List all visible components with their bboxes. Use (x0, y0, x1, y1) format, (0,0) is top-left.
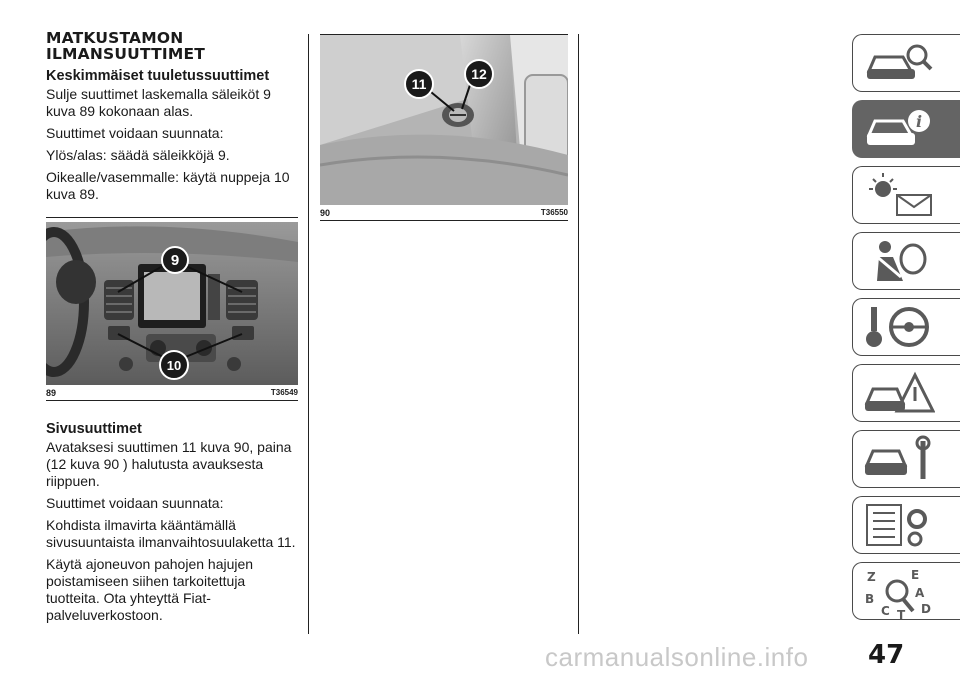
tab-maintenance[interactable] (852, 430, 960, 488)
watermark: carmanualsonline.info (545, 642, 809, 672)
tab-car-info[interactable] (852, 100, 960, 158)
figure-number: 89 (46, 388, 57, 398)
column-divider (308, 34, 309, 634)
paragraph: Avataksesi suuttimen 11 kuva 90, paina (12 kuva 90 ) halutusta avauksesta riippuen. (46, 439, 292, 489)
seatbelt-airbag-icon (863, 237, 935, 285)
svg-text:D: D (921, 602, 931, 616)
figure-code: T36549 (270, 388, 298, 397)
left-column (46, 30, 298, 629)
figure-90-caption (320, 208, 568, 218)
car-info-icon (863, 105, 935, 153)
warning-light-message-icon (863, 171, 935, 219)
section-title: MATKUSTAMON ILMANSUUTTIMET (46, 29, 206, 63)
tab-starting-driving[interactable] (852, 298, 960, 356)
callout-12: 12 (464, 59, 494, 89)
side-vents-heading: Sivusuuttimet (46, 421, 142, 437)
paragraph: Käytä ajoneuvon pahojen hajujen poistamiseen siihen tarkoitettuja tuotteita. Ota yhteyttä Fiat-palveluverkostoon. (46, 556, 254, 623)
paragraph: Kohdista ilmavirta kääntämällä sivusuuntaista ilmanvaihtosuulaketta 11. (46, 517, 296, 550)
side-vent-photo (320, 35, 568, 205)
tab-technical-data[interactable] (852, 496, 960, 554)
figure-90 (320, 34, 568, 221)
tab-index[interactable] (852, 562, 960, 620)
paragraph: Sulje suuttimet laskemalla säleiköt 9 kuva 89 kokonaan alas. (46, 86, 271, 119)
figure-89-caption (46, 388, 298, 398)
side-vent-illustration (320, 35, 568, 205)
tab-car-search[interactable] (852, 34, 960, 92)
specifications-gear-icon (863, 501, 935, 549)
svg-text:B: B (865, 592, 875, 606)
paragraph: Ylös/alas: säädä säleikköjä 9. (46, 147, 230, 163)
callout-9: 9 (161, 246, 189, 274)
alphabetical-index-search-icon (863, 567, 935, 619)
svg-text:E: E (911, 568, 920, 582)
tab-warning-lights[interactable] (852, 166, 960, 224)
page-number: 47 (868, 640, 905, 670)
car-search-icon (863, 39, 935, 87)
svg-text:i: i (915, 112, 923, 131)
column-divider (578, 34, 579, 634)
svg-text:A: A (915, 586, 925, 600)
car-accident-warning-icon (863, 369, 935, 417)
callout-11: 11 (404, 69, 434, 99)
car-maintenance-wrench-icon (863, 435, 935, 483)
tab-safety[interactable] (852, 232, 960, 290)
figure-code: T36550 (540, 208, 568, 217)
callout-10: 10 (159, 350, 189, 380)
svg-text:T: T (897, 608, 906, 619)
svg-text:C: C (881, 604, 890, 618)
paragraph: Suuttimet voidaan suunnata: (46, 125, 224, 141)
dashboard-photo (46, 222, 298, 385)
svg-text:Z: Z (867, 570, 876, 584)
paragraph: Suuttimet voidaan suunnata: (46, 495, 224, 511)
central-vents-heading: Keskimmäiset tuuletussuuttimet (46, 68, 270, 84)
key-steering-wheel-icon (863, 303, 935, 351)
figure-number: 90 (320, 208, 331, 218)
figure-89 (46, 217, 298, 401)
tab-emergency[interactable] (852, 364, 960, 422)
paragraph: Oikealle/vasemmalle: käytä nuppeja 10 kuva 89. (46, 169, 290, 202)
